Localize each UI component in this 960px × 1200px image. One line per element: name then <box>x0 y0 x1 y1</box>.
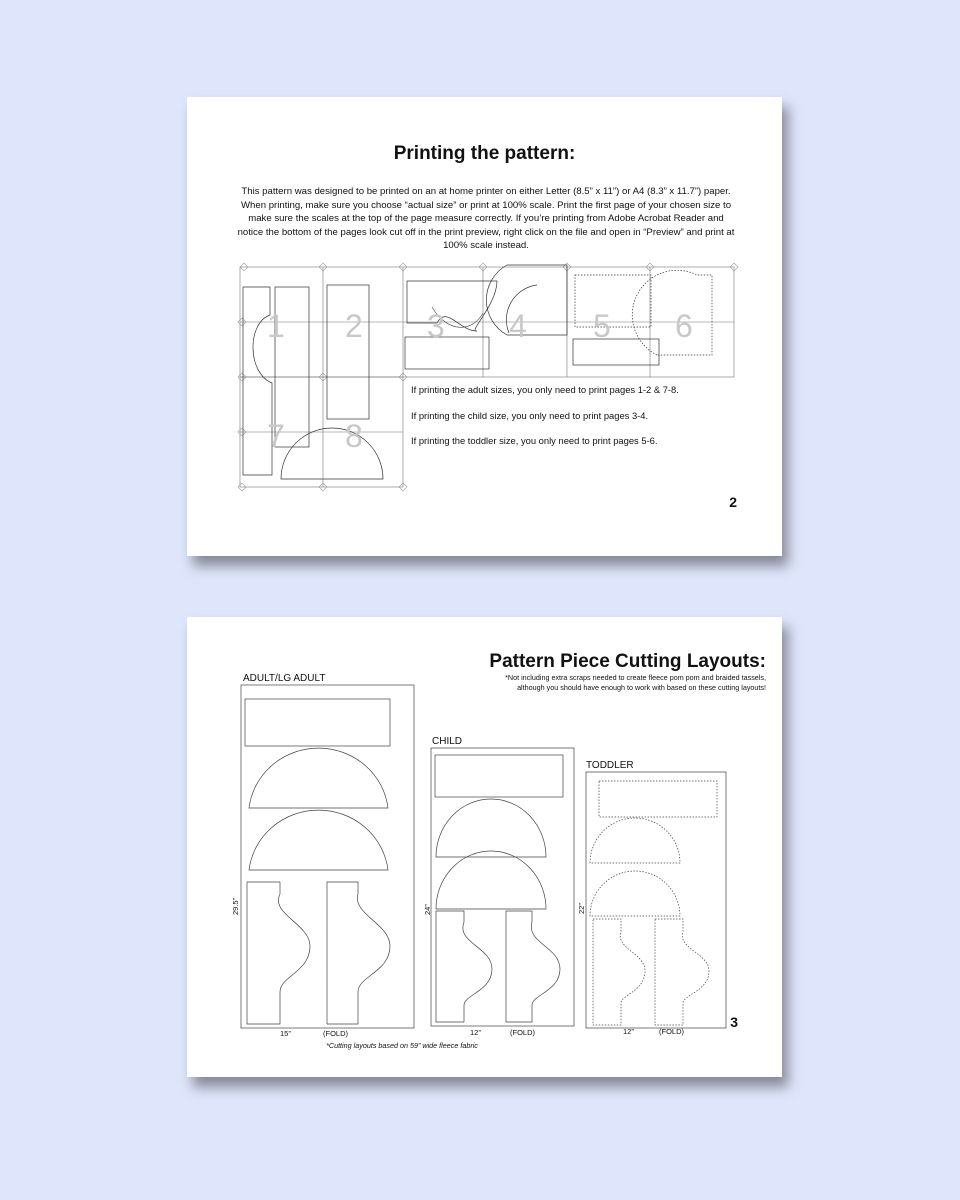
toddler-fold: (FOLD) <box>659 1027 684 1036</box>
child-fold: (FOLD) <box>510 1028 535 1037</box>
instruction-page-3 <box>187 617 782 1077</box>
tile-number: 7 <box>267 418 285 454</box>
toddler-cutting-layout <box>585 771 727 1029</box>
print-note-child: If printing the child size, you only need to print pages 3-4. <box>411 410 649 421</box>
adult-cutting-layout <box>240 684 415 1029</box>
page-number: 2 <box>729 494 737 510</box>
page-number: 3 <box>730 1014 738 1030</box>
child-cutting-layout <box>430 747 575 1027</box>
print-note-toddler: If printing the toddler size, you only need to print pages 5-6. <box>411 435 658 446</box>
print-note-adult: If printing the adult sizes, you only need to print pages 1-2 & 7-8. <box>411 384 679 395</box>
adult-fold: (FOLD) <box>323 1029 348 1038</box>
child-height: 24” <box>423 904 432 915</box>
section-label-child: CHILD <box>432 736 463 747</box>
tile-number: 2 <box>345 308 363 344</box>
tile-number: 1 <box>267 308 285 344</box>
tile-number: 4 <box>509 308 527 344</box>
section-label-adult: ADULT/LG ADULT <box>243 673 326 684</box>
fabric-width-note: *Cutting layouts based on 59” wide fleece fabric <box>326 1041 478 1050</box>
printing-instructions: This pattern was designed to be printed on an at home printer on either Letter (8.5” x 11”) or A4 (8.3” x 11.7”) paper. When printing, make sure you choose “actual size” or print at 100% scale. Print the first page of your chosen size to make sure the scales at the top of the page measure correctly. If you’re printing from Adobe Acrobat Reader and notice the bottom of the pages look cut off in the print preview, right click on the file and open in “Preview” and print at 100% scale instead. <box>237 186 735 252</box>
scraps-note: *Not including extra scraps needed to create fleece pom pom and braided tassels, although you should have enough to work with based on these cutting layouts! <box>505 673 766 692</box>
toddler-height: 22” <box>577 903 586 914</box>
tile-number: 8 <box>345 418 363 454</box>
tile-number: 5 <box>593 308 611 344</box>
toddler-width: 12” <box>623 1027 634 1036</box>
adult-height: 29.5” <box>231 897 240 915</box>
page-title: Printing the pattern: <box>393 143 576 164</box>
tile-number: 6 <box>675 308 693 344</box>
child-width: 12” <box>470 1028 481 1037</box>
section-label-toddler: TODDLER <box>586 760 634 771</box>
instruction-page-2 <box>187 97 782 556</box>
page-title: Pattern Piece Cutting Layouts: <box>489 651 766 672</box>
tile-number: 3 <box>427 308 445 344</box>
pattern-tiling-diagram <box>237 265 737 495</box>
adult-width: 15” <box>280 1029 291 1038</box>
